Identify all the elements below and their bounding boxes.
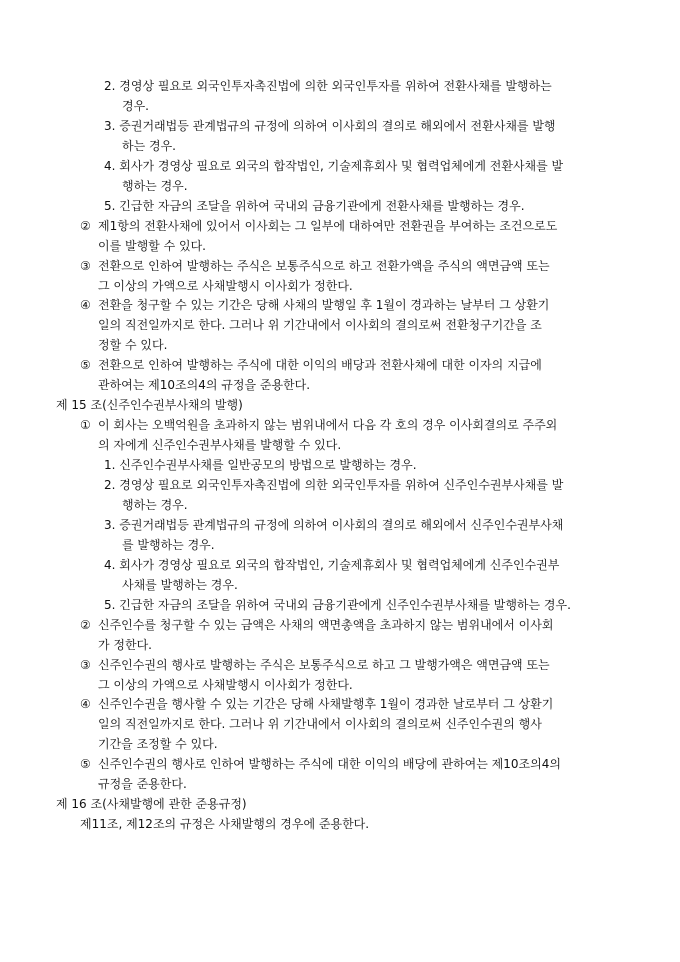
clause-continuation [98,714,542,734]
line-text: 제 16 조(사채발행에 관한 준용규정) [56,797,247,811]
line-text: 신주인수권의 행사로 인하여 발행하는 주식에 대한 이익의 배당에 관하여는 제10조의4의 [98,757,561,771]
clause-continuation [98,675,353,695]
line-text: 제 15 조(신주인수권부사채의 발행) [56,398,243,412]
line-text: 2. 경영상 필요로 외국인투자촉진법에 의한 외국인투자를 위하여 전환사채를 발행하는 [104,79,552,93]
clause-continuation [98,435,341,455]
clause [80,415,557,435]
line-text: 규정을 준용한다. [98,777,187,791]
line-text: 사채를 발행하는 경우. [122,578,238,592]
line-text: 신주인수권을 행사할 수 있는 기간은 당해 사채발행후 1월이 경과한 날로부터 그 상환기 [98,697,554,711]
paragraph [80,814,369,834]
line-text: 4. 회사가 경영상 필요로 외국의 합작법인, 기술제휴회사 및 협력업체에게 신주인수권부 [104,558,560,572]
line-text: 이 회사는 오백억원을 초과하지 않는 범위내에서 다음 각 호의 경우 이사회결의로 주주외 [98,418,558,432]
line-text: 행하는 경우. [122,498,188,512]
clause-continuation [98,375,310,395]
list-item [104,555,559,575]
line-text: 경우. [122,99,149,113]
clause-continuation [98,635,152,655]
list-item-continuation [122,535,215,555]
clause-continuation [98,335,167,355]
article-heading [56,794,247,814]
clause-number: ③ [80,259,91,273]
line-text: 행하는 경우. [122,179,188,193]
clause-continuation [98,774,187,794]
line-text: 전환으로 인하여 발행하는 주식은 보통주식으로 하고 전환가액을 주식의 액면금액 또는 [98,259,550,273]
line-text: 하는 경우. [122,139,176,153]
line-text: 관하여는 제10조의4의 규정을 준용한다. [98,378,311,392]
list-item [104,515,563,535]
clause [80,655,550,675]
line-text: 신주인수를 청구할 수 있는 금액은 사채의 액면총액을 초과하지 않는 범위내에서 이사회 [98,618,554,632]
line-text: 정할 수 있다. [98,338,168,352]
clause-continuation [98,276,353,296]
clause-number: ① [80,418,91,432]
line-text: 5. 긴급한 자금의 조달을 위하여 국내외 금융기관에게 신주인수권부사채를 발행하는 경우. [104,598,571,612]
list-item [104,455,417,475]
clause-number: ② [80,219,91,233]
list-item-continuation [122,176,188,196]
line-text: 가 정한다. [98,638,152,652]
line-text: 전환을 청구할 수 있는 기간은 당해 사채의 발행일 후 1월이 경과하는 날부터 그 상환기 [98,298,550,312]
line-text: 그 이상의 가액으로 사채발행시 이사회가 정한다. [98,678,353,692]
clause [80,615,553,635]
clause [80,355,542,375]
clause-number: ⑤ [80,358,91,372]
list-item-continuation [122,495,188,515]
line-text: 신주인수권의 행사로 발행하는 주식은 보통주식으로 하고 그 발행가액은 액면금액 또는 [98,658,550,672]
list-item [104,76,552,96]
clause [80,694,553,714]
list-item-continuation [122,136,176,156]
list-item [104,116,556,136]
list-item-continuation [122,575,238,595]
line-text: 제1항의 전환사채에 있어서 이사회는 그 일부에 대하여만 전환권을 부여하는 조건으로도 [98,219,558,233]
clause-continuation [98,236,206,256]
clause-continuation [98,315,542,335]
line-text: 제11조, 제12조의 규정은 사채발행의 경우에 준용한다. [80,817,370,831]
line-text: 전환으로 인하여 발행하는 주식에 대한 이익의 배당과 전환사채에 대한 이자의 지급에 [98,358,542,372]
list-item [104,595,571,615]
clause [80,256,550,276]
clause-number: ④ [80,697,91,711]
list-item [104,156,563,176]
clause-number: ⑤ [80,757,91,771]
clause-number: ④ [80,298,91,312]
line-text: 5. 긴급한 자금의 조달을 위하여 국내외 금융기관에게 전환사채를 발행하는 경우. [104,199,525,213]
list-item-continuation [122,96,149,116]
line-text: 이를 발행할 수 있다. [98,239,206,253]
clause-continuation [98,734,218,754]
line-text: 3. 증권거래법등 관계법규의 규정에 의하여 이사회의 결의로 해외에서 신주인수권부사채 [104,518,564,532]
list-item [104,475,563,495]
clause [80,754,561,774]
clause-number: ② [80,618,91,632]
clause [80,216,557,236]
line-text: 그 이상의 가액으로 사채발행시 이사회가 정한다. [98,279,353,293]
line-text: 1. 신주인수권부사채를 일반공모의 방법으로 발행하는 경우. [104,458,417,472]
clause [80,295,549,315]
line-text: 일의 직전일까지로 한다. 그러나 위 기간내에서 이사회의 결의로써 신주인수권의 행사 [98,717,542,731]
clause-number: ③ [80,658,91,672]
line-text: 기간을 조정할 수 있다. [98,737,218,751]
line-text: 4. 회사가 경영상 필요로 외국의 합작법인, 기술제휴회사 및 협력업체에게 전환사채를 발 [104,159,564,173]
line-text: 2. 경영상 필요로 외국인투자촉진법에 의한 외국인투자를 위하여 신주인수권부사채를 발 [104,478,564,492]
line-text: 3. 증권거래법등 관계법규의 규정에 의하여 이사회의 결의로 해외에서 전환사채를 발행 [104,119,556,133]
line-text: 의 자에게 신주인수권부사채를 발행할 수 있다. [98,438,342,452]
line-text: 를 발행하는 경우. [122,538,215,552]
list-item [104,196,525,216]
line-text: 일의 직전일까지로 한다. 그러나 위 기간내에서 이사회의 결의로써 전환청구기간을 조 [98,318,542,332]
article-heading [56,395,243,415]
